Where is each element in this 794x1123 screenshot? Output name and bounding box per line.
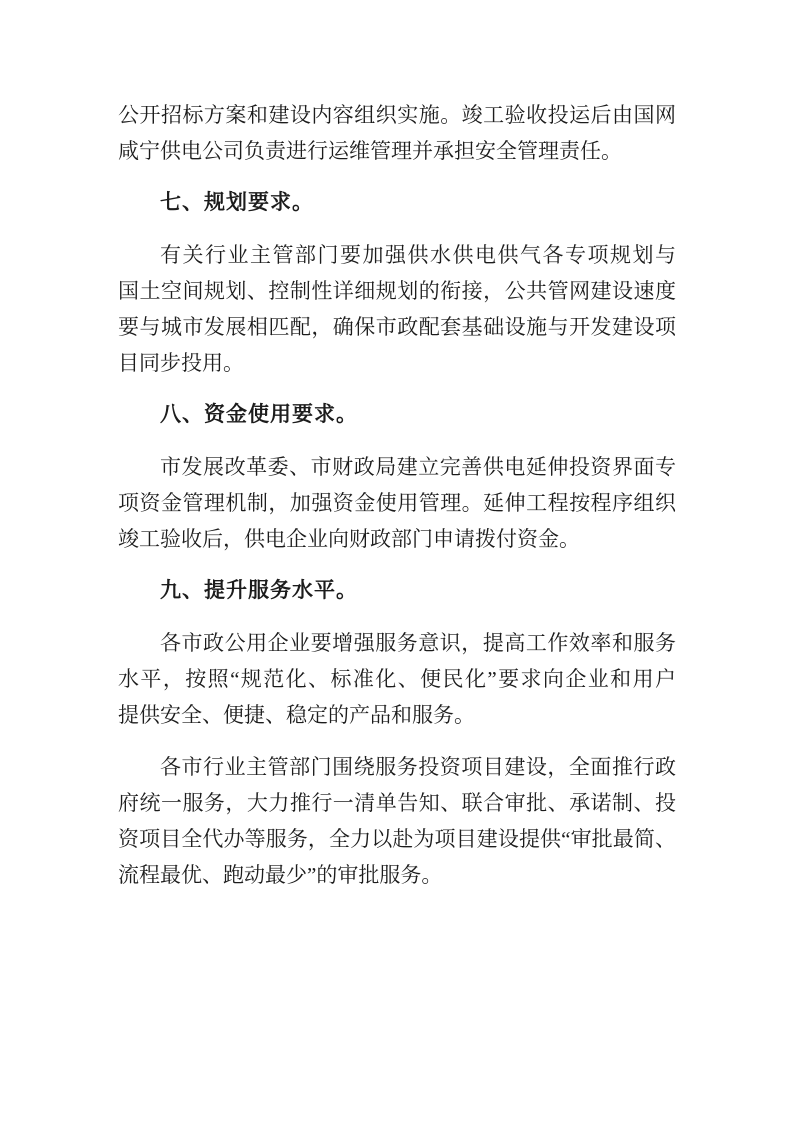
text-line: 市发展改革委、市财政局建立完善供电延伸投资界面专 (160, 455, 676, 479)
text-line: 提供安全、便捷、稳定的产品和服务。 (118, 703, 475, 727)
heading-text: 九、提升服务水平。 (160, 579, 358, 602)
heading-text: 八、资金使用要求。 (160, 403, 358, 426)
text-line: 各市政公用企业要增强服务意识，提高工作效率和服务 (160, 631, 676, 655)
text-line: 府统一服务，大力推行一清单告知、联合审批、承诺制、投 (118, 791, 676, 815)
text-line: 公开招标方案和建设内容组织实施。竣工验收投运后由国网 (118, 103, 676, 127)
text-line: 流程最优、跑动最少”的审批服务。 (118, 863, 443, 887)
paragraph-fund-usage (118, 449, 676, 557)
text-line: 各市行业主管部门围绕服务投资项目建设，全面推行政 (160, 755, 676, 779)
heading-section-8-fund-usage-requirements (118, 397, 676, 433)
heading-section-9-service-level (118, 573, 676, 609)
paragraph-service-awareness (118, 625, 676, 733)
heading-text: 七、规划要求。 (160, 191, 314, 214)
text-line: 目同步投用。 (118, 351, 244, 375)
paragraph-continued-from-previous-page (118, 97, 676, 169)
text-line: 水平，按照“规范化、标准化、便民化”要求向企业和用户 (118, 667, 676, 691)
text-line: 咸宁供电公司负责进行运维管理并承担安全管理责任。 (118, 139, 622, 163)
heading-section-7-planning-requirements (118, 185, 676, 221)
paragraph-approval-services (118, 749, 676, 893)
text-line: 有关行业主管部门要加强供水供电供气各专项规划与 (160, 243, 676, 267)
text-line: 国土空间规划、控制性详细规划的衔接，公共管网建设速度 (118, 279, 676, 303)
text-line: 要与城市发展相匹配，确保市政配套基础设施与开发建设项 (118, 315, 676, 339)
paragraph-planning-requirements (118, 237, 676, 381)
text-line: 竣工验收后，供电企业向财政部门申请拨付资金。 (118, 527, 580, 551)
text-line: 项资金管理机制，加强资金使用管理。延伸工程按程序组织 (118, 491, 676, 515)
text-line: 资项目全代办等服务，全力以赴为项目建设提供“审批最简、 (118, 827, 676, 851)
